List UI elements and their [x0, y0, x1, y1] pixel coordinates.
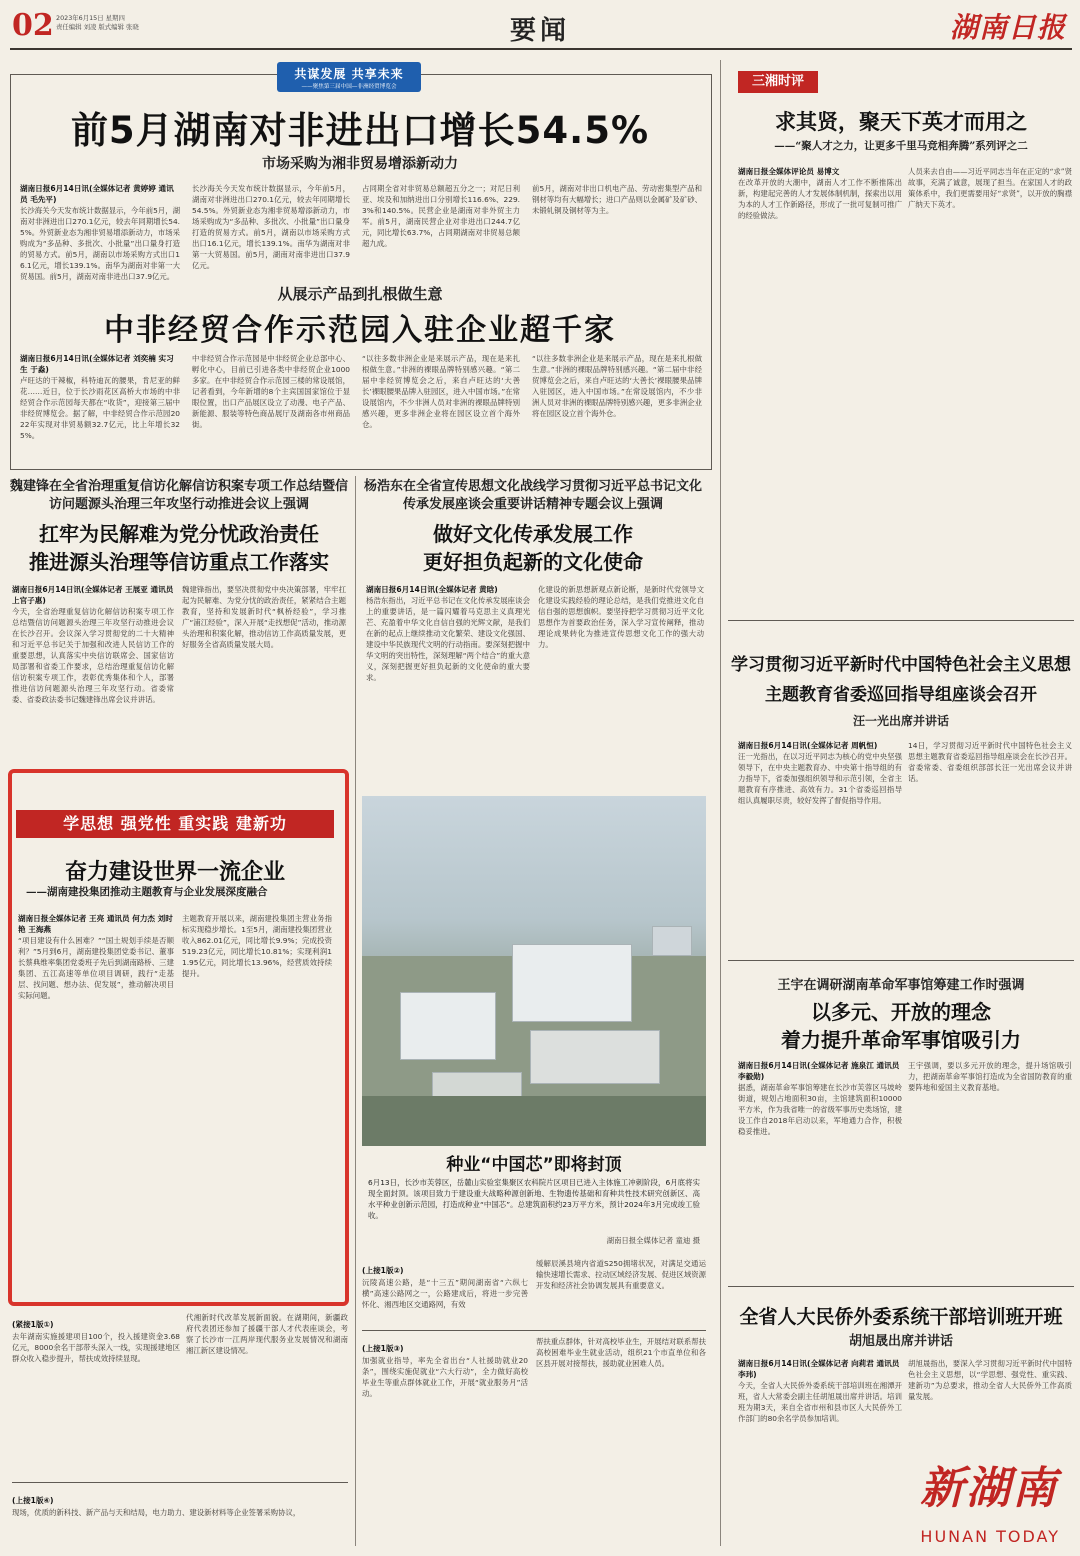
banner-main: 共谋发展 共享未来	[294, 67, 404, 81]
commentary-para-1: 在改革开放的大潮中，湖南人才工作不断推陈出新，构建起完善的人才发展体制机制，探索出以用为本的人才工作新路径，形成了一批可复制可推广的经验做法。	[738, 178, 902, 220]
feature-para-1: “项目建设有什么困难？”“国土规划手续是否顺利？”5月到6月，湖南建投集团党委书记、董事长蔡典维率集团党委班子先后到湖南路桥、三建集团、五江高速等单位项目调研，践行“走基层、找问题、想办法、促发展”，推动解决项目实际问题。	[18, 936, 174, 1000]
paper-logo: 湖南日报	[949, 11, 1066, 44]
mid-byline: 湖南日报6月14日讯(全媒体记者 黄晗)	[366, 585, 498, 594]
mid-headline-2: 更好担负起新的文化使命	[423, 550, 643, 574]
rule-mid-bottom	[362, 1330, 706, 1331]
commentary-subhead: ——“聚人才之力，让更多千里马竞相奔腾”系列评之二	[774, 140, 1028, 152]
rule-right-1	[728, 620, 1074, 621]
story3-para-2: 王宇强调，要以多元开放的理念，提升场馆吸引力，把湖南革命军事馆打造成为全省国防教育的重要阵地和爱国主义教育基地。	[908, 1061, 1072, 1092]
continued-2-tag: (上接1版②)	[362, 1266, 404, 1275]
continued-3-text: 加强就业指导，率先全省出台“人社援助就业20条”，围绕实施促就业“六大行动”，全力做好高校毕业生等重点群体就业工作，开展“就业服务月”活动。	[362, 1356, 528, 1398]
story4-byline: 湖南日报6月14日讯(全媒体记者 向莉君 通讯员 李玮)	[738, 1359, 900, 1379]
left-headline-2: 推进源头治理等信访重点工作落实	[29, 550, 329, 574]
story2-headline-1: 学习贯彻习近平新时代中国特色社会主义思想	[731, 655, 1071, 675]
rule-left-bottom	[12, 1482, 348, 1483]
page-number: 02	[12, 8, 54, 43]
story4-subhead: 胡旭晟出席并讲话	[848, 1334, 953, 1349]
top-para-3: 前5月，湖南对非出口机电产品、劳动密集型产品和钢材等均有大幅增长；进口产品则以金属矿及矿砂、未锻轧铜及铜材等为主。	[532, 184, 702, 215]
photo-credit: 湖南日报全媒体记者 童迪 摄	[606, 1236, 700, 1245]
second-para-3b: “以往多数非洲企业是来展示产品，现在是来扎根做生意。”非洲的裸眼品牌特别感兴趣。“第二届中非经贸博览会之后，来自卢旺达的‘大善长’裸眼腰果品牌入驻园区，进入中国市场。”在常设展馆内，不少非洲人员对非洲的裸眼品牌特别感兴趣，更多非洲企业将在园区设立首个海外仓。	[532, 354, 702, 418]
story2-byline: 湖南日报6月14日讯(全媒体记者 周帆恒)	[738, 741, 878, 750]
top-story-body	[20, 183, 702, 281]
continued-1-text: 去年湖南实施援建项目100个，投入援建资金3.68亿元，8000余名干部带头深入一线，实现援建地区群众收入稳步提升，帮扶成效持续显现。	[12, 1332, 180, 1363]
continued-1-text-b: 代湘新时代改革发展新面貌。在湖期间，新疆政府代表团还参加了援疆干部人才代表座谈会，考察了长沙市一江两岸现代服务业发展情况和湖南湘江新区建设情况。	[186, 1313, 348, 1355]
left-para-2: 魏建锋指出，要坚决贯彻党中央决策部署，牢牢扛起为民解难、为党分忧的政治责任，紧紧结合主题教育，坚持和发展新时代“枫桥经验”，学习推广“浦江经验”，深入开展“走找想促”活动，推动源头治理和积案化解，推动信访工作高质量发展，更好服务全省高质量发展大局。	[182, 585, 346, 649]
date-text: 2023年6月15日 星期四	[56, 14, 125, 22]
left-para-1: 今天，全省治理重复信访化解信访积案专项工作总结暨信访问题源头治理三年攻坚行动推进会议在长沙召开。会议深入学习贯彻党的二十大精神和习近平总书记关于加强和改进人民信访工作的重要思想，认真落实中央信访联席会、国家信访局部署和省委工作要求，总结治理重复信访化解信访积案专项工作，表彰优秀集体和个人，部署推进信访问题源头治理三年攻坚行动。省委常委、省委政法委书记魏建锋出席会议并讲话。	[12, 607, 174, 704]
feature-col-1	[18, 913, 174, 1298]
commentary-para-2: 人员来去自由——习近平同志当年在正定的“求”贤故事，充满了诚意，展现了担当。在家国人才的政策体系中，我们更需要用好“求贤”，以开放的胸襟广纳天下英才。	[908, 167, 1072, 209]
story3-para-1: 据悉，湖南革命军事馆筹建在长沙市芙蓉区马坡岭街道，规划占地面积30亩，主馆建筑面积10000平方米，作为我省唯一的省级军事历史类场馆，建设工作自2018年启动以来，军地通力合作，积极稳妥推进。	[738, 1083, 902, 1136]
second-para-3: “以往多数非洲企业是来展示产品，现在是来扎根做生意。”非洲的裸眼品牌特别感兴趣。“第二届中非经贸博览会之后，来自卢旺达的‘大善长’裸眼腰果品牌入驻园区，进入中国市场。”在常设展馆内，不少非洲人员对非洲的裸眼品牌特别感兴趣，更多非洲企业将在园区设立首个海外仓。	[362, 354, 520, 429]
feature-byline: 湖南日报全媒体记者 王亮 通讯员 何力杰 刘时艳 王海燕	[18, 914, 173, 934]
story3-headline-2: 着力提升革命军事馆吸引力	[781, 1028, 1021, 1052]
left-headline-1: 扛牢为民解难为党分忧政治责任	[39, 522, 319, 546]
frame-top-right	[421, 74, 712, 75]
story4-para-2: 胡旭晟指出，要深入学习贯彻习近平新时代中国特色社会主义思想，以“学思想、强党性、重实践、建新功”为总要求，推动全省人大民侨外工作高质量发展。	[908, 1359, 1072, 1401]
mid-headline-1: 做好文化传承发展工作	[433, 522, 633, 546]
frame-top-left	[10, 74, 277, 75]
continued-1	[12, 1312, 180, 1489]
continued-4	[12, 1488, 348, 1551]
continued-2-text: 沅陵高速公路，是“十三五”期间湖南省“六纵七横”高速公路网之一，公路建成后，将进一步完善怀化、湘西地区交通路网，有效	[362, 1278, 528, 1309]
continued-3-tag: (上接1版③)	[362, 1344, 404, 1353]
story4-col-1	[738, 1358, 902, 1530]
second-headline: 中非经贸合作示范园入驻企业超千家	[104, 313, 616, 348]
mid-col-1	[366, 584, 530, 781]
left-col-1	[12, 584, 174, 766]
editors-text: 责任编辑 刘凌 版式编辑 张晓	[56, 23, 139, 31]
commentary-headline: 求其贤，聚天下英才而用之	[775, 109, 1027, 134]
left-kicker: 魏建锋在全省治理重复信访化解信访积案专项工作总结暨信访问题源头治理三年攻坚行动推进会议上强调	[10, 479, 349, 512]
story4-headline: 全省人大民侨外委系统干部培训班开班	[739, 1306, 1063, 1328]
photo-caption-text: 6月13日，长沙市芙蓉区，岳麓山实验室集聚区农科院片区项目已进入主体施工冲刺阶段，6月底将实现全面封顶。该项目致力于建设重大战略种源创新地、生物遗传基础和育种共性技术研究创新区、高水平种业创新示范园，打造成种业“中国芯”。总建筑面积约23万平方米，预计2024年3月完成竣工验收。	[368, 1178, 700, 1220]
header-rule	[10, 48, 1072, 50]
feature-para-2: 主题教育开展以来，湖南建投集团主营业务指标实现稳步增长。1至5月，湖南建投集团营业收入862.01亿元，同比增长9.9%；完成投资519.23亿元，同比增长10.81%；实现利润11.95亿元，同比增长13.96%，经营质效持续提升。	[182, 914, 332, 978]
top-para-2: 占同期全省对非贸易总额超五分之一；对尼日利亚、埃及和加纳进出口分别增长116.6%、229.3%和140.5%。民营企业是湖南对非外贸主力军。前5月，湖南民营企业对非进出口244.7亿元，同比增长63.7%，占同期湖南对非贸易总额超九成。	[362, 184, 520, 248]
left-byline: 湖南日报6月14日讯(全媒体记者 王展亚 通讯员 上官子惠)	[12, 585, 174, 605]
second-story-body	[20, 353, 702, 463]
continued-2-text-b: 缓解辰溪县境内省道S250拥堵状况，对满足交通运输快速增长需求、拉动区域经济发展、促进区域资源开发和经济社会协调发展具有重要意义。	[536, 1259, 706, 1290]
continued-1-tag: (紧接1版①)	[12, 1320, 54, 1329]
mid-para-2: 化建设的新思想新观点新论断，是新时代党领导文化建设实践经验的理论总结，是我们党推进文化自信自强的思想旗帜。要坚持把学习贯彻习近平文化思想作为首要政治任务，深入学习宣传阐释，推动理论成果转化为推进宣传思想文化工作的强大动力。	[538, 585, 704, 649]
story3-headline-1: 以多元、开放的理念	[811, 1000, 991, 1024]
story3-col-1	[738, 1060, 902, 1276]
section-title: 要闻	[509, 16, 570, 46]
banner-sub: ——聚焦第三届中国—非洲经贸博览会	[301, 84, 397, 90]
frame-left	[10, 74, 11, 469]
frame-bottom	[10, 469, 712, 470]
watermark-logo: 新湖南	[920, 1463, 1058, 1514]
mid-kicker: 杨浩东在全省宣传思想文化战线学习贯彻习近平总书记文化传承发展座谈会重要讲话精神专题会议上强调	[363, 479, 702, 512]
divider-mid-right	[720, 60, 721, 1546]
second-para-2: 中非经贸合作示范园是中非经贸企业总部中心、孵化中心，目前已引进各类中非经贸企业1000多家。在中非经贸合作示范园三楼的常设展馆，记者看到，今年新增的8个主宾国国家馆位于显眼位置，出口产品展区设立了动漫、电子产品、新能源、服装等特色商品展厅及湖南各市州商品街。	[192, 354, 350, 429]
commentary-col-1	[738, 166, 902, 605]
feature-tag: 学思想 强党性 重实践 建新功	[16, 810, 334, 838]
continued-4-text: 现场，优质的新科技、新产品与天和结局，电力助力、建设新材料等企业签署采购协议，	[12, 1508, 301, 1517]
photo-caption-title: 种业“中国芯”即将封顶	[446, 1155, 622, 1175]
continued-2	[362, 1258, 528, 1331]
story3-kicker: 王宇在调研湖南革命军事馆筹建工作时强调	[777, 978, 1025, 993]
commentary-tag: 三湘时评	[738, 71, 818, 93]
continued-3	[362, 1336, 528, 1515]
feature-subhead: ——湖南建投集团推动主题教育与企业发展深度融合	[26, 886, 268, 898]
story2-para-2: 14日，学习贯彻习近平新时代中国特色社会主义思想主题教育省委巡回指导组座谈会在长沙召开。省委常委、省委组织部部长汪一光出席会议并讲话。	[908, 741, 1072, 783]
story4-para-1: 今天，全省人大民侨外委系统干部培训班在湘潭开班，省人大常委会副主任胡旭晟出席并讲话。培训班为期3天，来自全省市州和县市区人大民侨外工作部门的80余名学员参加培训。	[738, 1381, 902, 1423]
story2-subhead: 汪一光出席并讲话	[852, 714, 949, 728]
second-para-1: 卢旺达的干辣椒，科特迪瓦的腰果，肯尼亚的鲜花……近日，位于长沙雨花区高桥大市场的中非经贸合作示范园每天都在“收货”，迎接第三届中非经贸博览会。据了解，中非经贸合作示范园2022年实现对非贸易额32.7亿元，比上年增长325%。	[20, 376, 180, 440]
top-para-1: 长沙海关今天发布统计数据显示，今年前5月，湖南对非洲进出口270.1亿元，较去年同期增长54.5%。外贸新业态为湘非贸易增添新动力，市场采购成为“多品种、多批次、小批量”出口量身打造的贸易方式。前5月，湖南以市场采购方式出口16.1亿元，增长139.1%。南华为湖南对非第一大贸易国。前5月，湖南对南非进出口37.9亿元。	[20, 206, 180, 281]
top-para-1b: 长沙海关今天发布统计数据显示，今年前5月，湖南对非洲进出口270.1亿元，较去年同期增长54.5%。外贸新业态为湘非贸易增添新动力，市场采购成为“多品种、多批次、小批量”出口量身打造的贸易方式。前5月，湖南以市场采购方式出口16.1亿元，增长139.1%。南华为湖南对非第一大贸易国。前5月，湖南对南非进出口37.9亿元。	[192, 184, 350, 270]
frame-right	[711, 74, 712, 469]
second-byline: 湖南日报6月14日讯(全媒体记者 刘奕楠 实习生 于淼)	[20, 354, 174, 374]
continued-3-text-b: 帮扶重点群体，针对高校毕业生，开展结对联系帮扶高校困难毕业生就业活动，组织21个市直单位和各区县开展对接帮扶，援助就业困难人员。	[536, 1337, 706, 1368]
top-subhead: 市场采购为湘非贸易增添新动力	[262, 156, 458, 172]
second-kicker: 从展示产品到扎根做生意	[277, 285, 443, 303]
mid-para-1: 杨浩东指出，习近平总书记在文化传承发展座谈会上的重要讲话，是一篇闪耀着马克思主义真理光芒、充盈着中华文化自信自强的光辉文献，是我们在新的起点上继续推动文化繁荣、建设文化强国、建设中华民族现代文明的行动指南。要深刻把握中华文明的突出特性，深刻理解“两个结合”的重大意义，深刻把握更好担负起新的文化使命的重大要求。	[366, 596, 530, 682]
story2-para-1: 汪一光指出，在以习近平同志为核心的党中央坚强领导下，在中央主题教育办、中央第十指导组的有力指导下，省委加强组织领导和示范引领，全省主题教育有序推进、高效有力。31个省委巡回指导组认真履职尽责，较好发挥了督促指导作用。	[738, 752, 902, 805]
feature-headline: 奋力建设世界一流企业	[64, 860, 285, 885]
top-headline: 前5月湖南对非进出口增长54.5%	[70, 109, 650, 152]
top-byline: 湖南日报6月14日讯(全媒体记者 黄婷婷 通讯员 毛先平)	[20, 184, 174, 204]
continued-4-tag: (上接1版④)	[12, 1496, 54, 1505]
construction-photo	[362, 796, 706, 1146]
story2-col-1	[738, 740, 902, 951]
divider-left-mid	[355, 476, 356, 1546]
top-col-1	[20, 183, 180, 281]
rule-right-2	[728, 960, 1074, 961]
second-col-1	[20, 353, 180, 457]
story3-byline: 湖南日报6月14日讯(全媒体记者 施泉江 通讯员 李毅勋)	[738, 1061, 900, 1081]
story2-headline-2: 主题教育省委巡回指导组座谈会召开	[765, 685, 1037, 705]
expo-banner	[277, 62, 421, 92]
commentary-byline: 湖南日报全媒体评论员 易博文	[738, 167, 840, 176]
watermark-text: HUNAN TODAY	[920, 1527, 1060, 1546]
rule-right-3	[728, 1286, 1074, 1287]
